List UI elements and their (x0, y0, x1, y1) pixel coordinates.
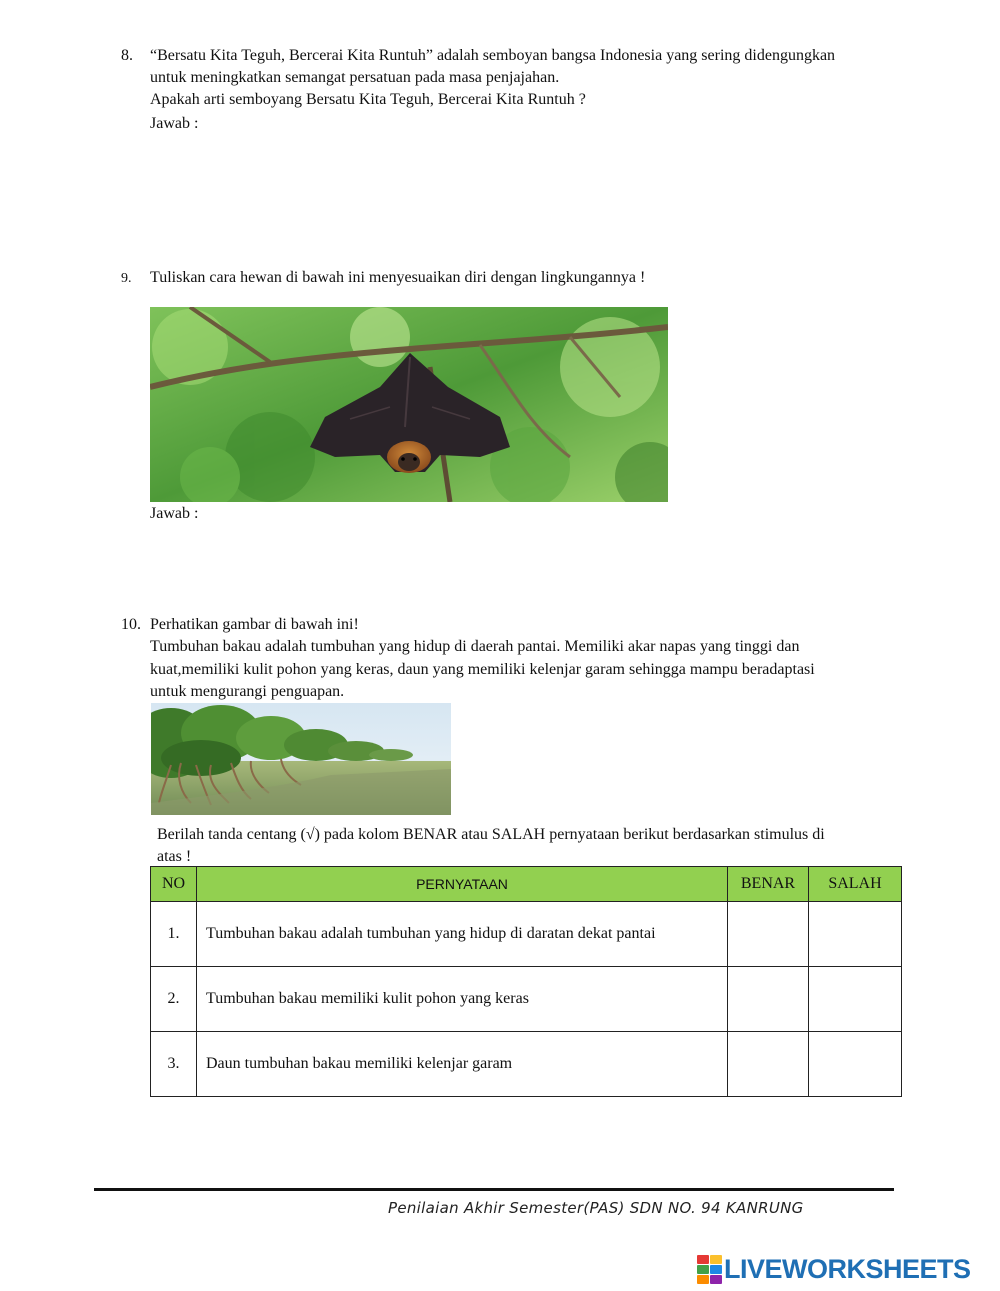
row-number: 2. (151, 967, 197, 1032)
row-1-benar-cell[interactable] (728, 902, 809, 967)
brand-name: LIVEWORKSHEETS (724, 1254, 971, 1284)
question-8-number: 8. (121, 47, 133, 64)
mangrove-photo (151, 703, 451, 815)
question-9-answer-label: Jawab : (150, 505, 199, 522)
row-2-benar-cell[interactable] (728, 967, 809, 1032)
footer-divider (94, 1188, 894, 1191)
row-1-salah-cell[interactable] (809, 902, 902, 967)
table-row (151, 967, 902, 1032)
bat-hanging-photo (150, 307, 668, 502)
header-benar: BENAR (728, 867, 809, 902)
question-9-number: 9. (121, 271, 132, 286)
question-10-line-1: Perhatikan gambar di bawah ini! (150, 616, 359, 633)
row-number: 1. (151, 902, 197, 967)
liveworksheets-logo-icon (697, 1255, 721, 1283)
statement-table (150, 866, 902, 1097)
table-row (151, 1032, 902, 1097)
question-10-line-3: kuat,memiliki kulit pohon yang keras, daun yang memiliki kelenjar garam sehingga mampu beradaptasi (150, 661, 815, 678)
row-statement: Tumbuhan bakau adalah tumbuhan yang hidup di daratan dekat pantai (197, 902, 728, 967)
header-salah: SALAH (809, 867, 902, 902)
question-8-line-3: Apakah arti semboyang Bersatu Kita Teguh, Bercerai Kita Runtuh ? (150, 91, 586, 108)
table-header-row (151, 867, 902, 902)
question-10-line-2: Tumbuhan bakau adalah tumbuhan yang hidup di daerah pantai. Memiliki akar napas yang tinggi dan (150, 638, 800, 655)
row-number: 3. (151, 1032, 197, 1097)
header-no: NO (151, 867, 197, 902)
question-10-number: 10. (121, 616, 141, 633)
table-row (151, 902, 902, 967)
row-3-benar-cell[interactable] (728, 1032, 809, 1097)
header-statement: PERNYATAAN (197, 867, 728, 902)
row-2-salah-cell[interactable] (809, 967, 902, 1032)
question-8-answer-label: Jawab : (150, 115, 199, 132)
question-10-instruction-line-2: atas ! (157, 848, 192, 865)
question-10-instruction-line-1: Berilah tanda centang (√) pada kolom BENAR atau SALAH pernyataan berikut berdasarkan stimulus di (157, 826, 825, 843)
liveworksheets-brand[interactable] (697, 1254, 971, 1284)
question-10-line-4: untuk mengurangi penguapan. (150, 683, 345, 700)
row-statement: Daun tumbuhan bakau memiliki kelenjar garam (197, 1032, 728, 1097)
row-statement: Tumbuhan bakau memiliki kulit pohon yang keras (197, 967, 728, 1032)
footer-text: Penilaian Akhir Semester(PAS) SDN NO. 94 KANRUNG (388, 1199, 804, 1217)
question-8-line-1: “Bersatu Kita Teguh, Bercerai Kita Runtuh” adalah semboyan bangsa Indonesia yang sering didengungkan (150, 47, 836, 64)
question-8-line-2: untuk meningkatkan semangat persatuan pada masa penjajahan. (150, 69, 560, 86)
row-3-salah-cell[interactable] (809, 1032, 902, 1097)
question-9-text: Tuliskan cara hewan di bawah ini menyesuaikan diri dengan lingkungannya ! (150, 269, 646, 286)
